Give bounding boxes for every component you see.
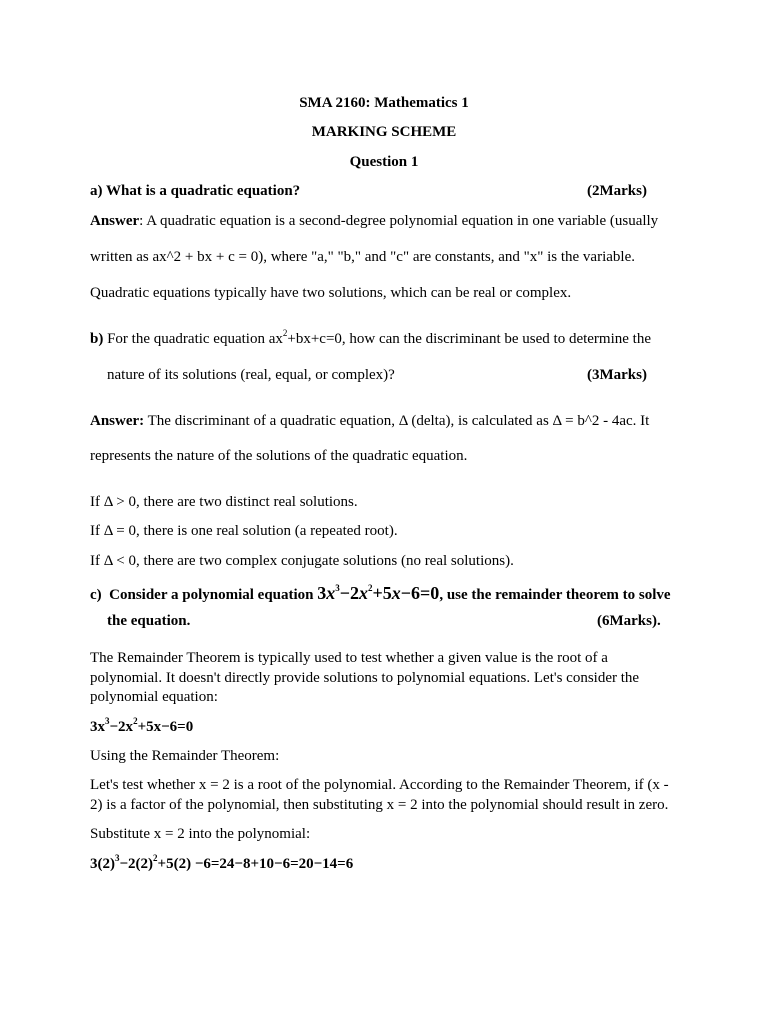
calc-term-rest: +5(2) −6=24−8+10−6=20−14=6 [157,856,354,872]
question-b-sup: 2 [282,328,288,338]
poly-term-2: −2x [109,719,134,735]
discriminant-case-positive: If Δ > 0, there are two distinct real solutions. [90,494,358,510]
remainder-theorem-intro: The Remainder Theorem is typically used to test whether a given value is the root of a polynomial. It doesn't directly provide solutions to polynomial equations. Let's consider the polynomial equation: [90,650,640,705]
eq-var-x3: x [391,583,401,603]
question-a-text: What is a quadratic equation? [105,183,301,199]
answer-b-line1 [90,412,649,430]
discriminant-case-zero: If Δ = 0, there is one real solution (a repeated root). [90,523,398,539]
answer-a-line1 [90,212,658,230]
root-test-paragraph: Let's test whether x = 2 is a root of the polynomial. According to the Remainder Theorem, if (x - 2) is a factor of the polynomial, then substituting x = 2 into the polynomial should result in zero. [90,777,669,813]
answer-b-line2: represents the nature of the solutions of the quadratic equation. [90,448,468,464]
poly-exp-3: 3 [105,716,110,726]
poly-term-rest: +5x−6=0 [137,719,194,735]
polynomial-equation [90,718,193,736]
answer-a-line3: Quadratic equations typically have two solutions, which can be real or complex. [90,285,572,301]
calc-exp-3: 3 [115,853,120,863]
calc-term-2: −2(2) [119,856,154,872]
question-c-line2: the equation. [107,613,191,629]
question-c-label: c) [90,587,102,603]
poly-term-1: 3x [90,719,105,735]
document-title: MARKING SCHEME [311,124,457,140]
eq-exp-2: 2 [368,583,373,593]
answer-b-text1: The discriminant of a quadratic equation, Δ (delta), is calculated as Δ = b^2 - 4ac. It [144,413,650,429]
eq-coef-2: −2 [339,583,360,603]
answer-a-label: Answer [90,213,140,229]
substitute-instruction: Substitute x = 2 into the polynomial: [90,826,311,842]
question-heading: Question 1 [349,154,419,170]
question-c-text-pre: Consider a polynomial equation [109,587,318,603]
question-b-line2: nature of its solutions (real, equal, or complex)? [107,367,395,383]
eq-coef-3: 3 [317,583,327,603]
eq-var-x1: x [326,583,336,603]
question-b-label: b) [90,331,104,347]
eq-coef-5: +5 [372,583,392,603]
question-c-line1 [90,584,671,604]
question-a-marks: (2Marks) [587,183,647,199]
eq-var-x2: x [359,583,369,603]
answer-a-line2: written as ax^2 + bx + c = 0), where "a," "b," and "c" are constants, and "x" is the variable. [90,249,635,265]
poly-exp-2: 2 [133,716,138,726]
question-b-line1 [90,330,651,348]
calc-exp-2: 2 [153,853,158,863]
course-title: SMA 2160: Mathematics 1 [299,95,469,111]
question-b-text-post: +bx+c=0, how can the discriminant be used to determine the [287,331,651,347]
eq-constant: −6=0 [400,583,440,603]
answer-a-text1: : A quadratic equation is a second-degree polynomial equation in one variable (usually [139,213,659,229]
calc-term-1: 3(2) [90,856,115,872]
eq-exp-3: 3 [335,583,340,593]
question-a [90,182,300,200]
discriminant-case-negative: If Δ < 0, there are two complex conjugate solutions (no real solutions). [90,553,514,569]
question-b-marks: (3Marks) [587,367,647,383]
question-b-text-pre: For the quadratic equation ax [107,331,283,347]
using-remainder-theorem: Using the Remainder Theorem: [90,748,280,764]
question-c-text-post: , use the remainder theorem to solve [439,587,671,603]
answer-b-label: Answer: [90,413,145,429]
substitution-calculation [90,855,353,873]
question-c-equation [317,583,439,603]
question-c-marks: (6Marks). [597,613,661,629]
question-a-label: a) [90,183,103,199]
